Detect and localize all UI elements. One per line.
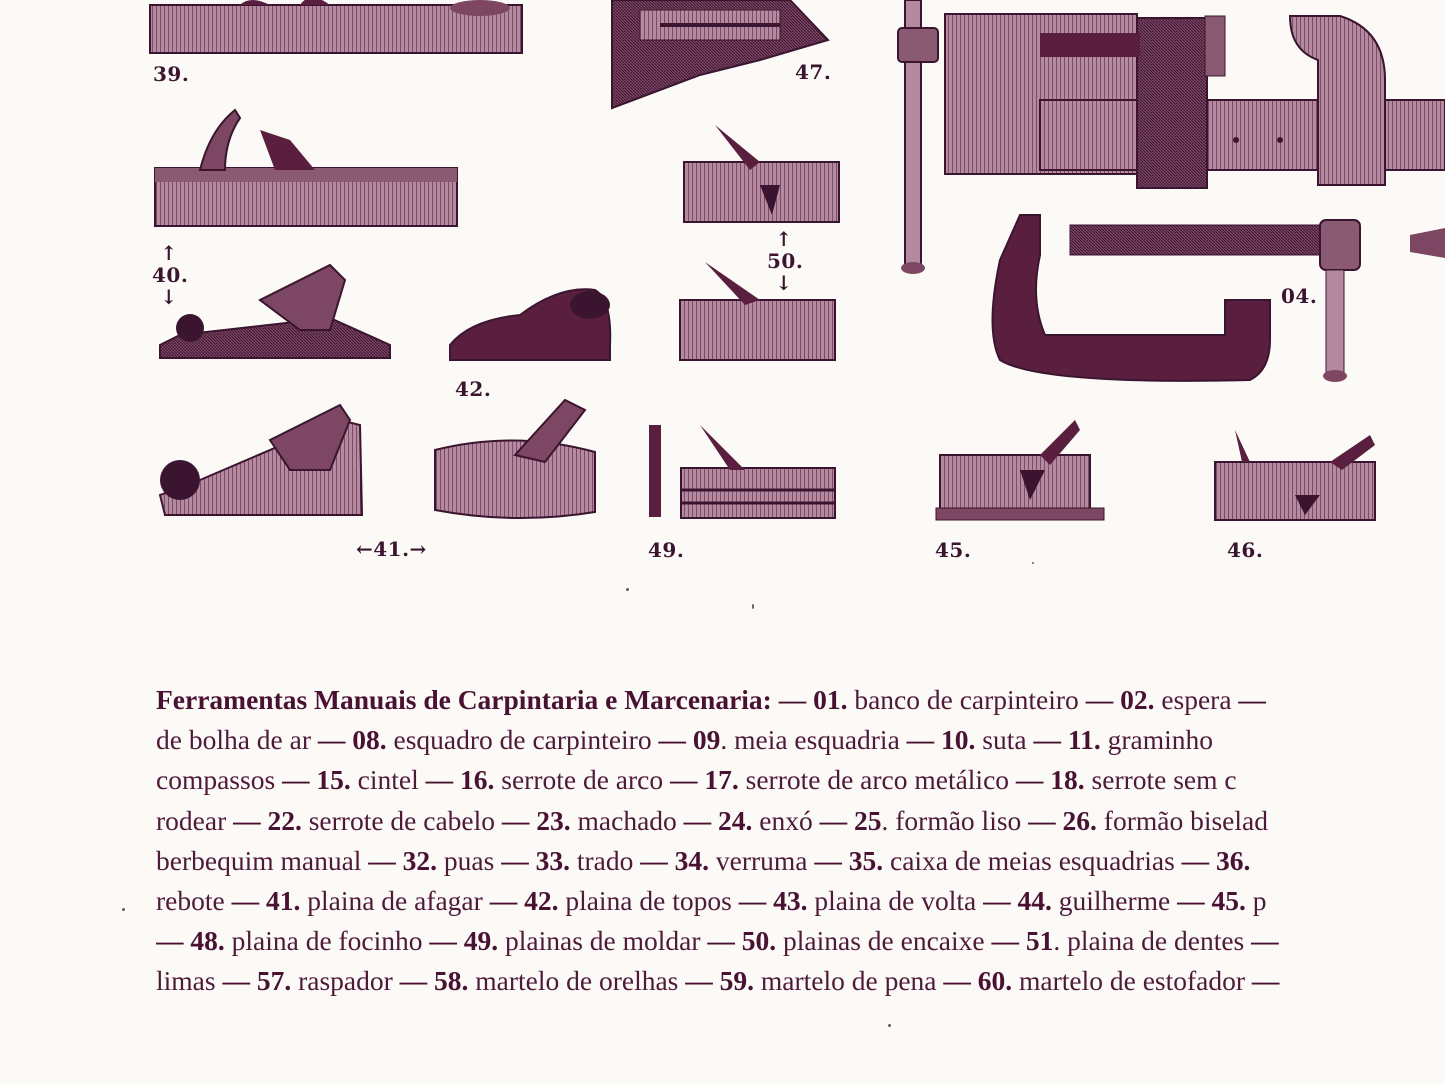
figure-label-39: 39. bbox=[153, 62, 190, 86]
caption-item-text: suta bbox=[975, 724, 1034, 756]
caption-item-text: plaina de afagar bbox=[300, 885, 490, 917]
paper-speck bbox=[888, 1024, 891, 1027]
caption-item-text: verruma bbox=[708, 844, 815, 876]
caption-item-text: limas bbox=[156, 965, 223, 997]
paper-speck bbox=[752, 604, 754, 609]
caption-item-text: trado bbox=[569, 844, 641, 876]
caption-line bbox=[156, 680, 1445, 720]
caption-item-text: compassos bbox=[156, 764, 283, 796]
figure-label-45: 45. bbox=[935, 538, 972, 562]
caption-item-number: — 45. bbox=[1177, 885, 1246, 917]
caption-item-text: . meia esquadria bbox=[720, 724, 907, 756]
plane-42-illustration bbox=[450, 289, 610, 360]
caption-item-number: — 44. bbox=[983, 885, 1052, 917]
caption-item-number: — 23. bbox=[501, 804, 571, 836]
caption-item-number: — 50. bbox=[707, 925, 777, 957]
caption-item-text: espera bbox=[1154, 684, 1239, 715]
vise-47-illustration bbox=[612, 0, 828, 108]
caption-item-text: esquadro de carpinteiro bbox=[386, 724, 659, 756]
caption-item-number: — 49. bbox=[429, 925, 499, 957]
caption-item-number: — 26. bbox=[1028, 804, 1097, 836]
caption-item-text: serrote de cabelo bbox=[301, 804, 502, 836]
caption-item-text: enxó bbox=[752, 804, 820, 836]
plane-50-illustration bbox=[680, 125, 839, 360]
caption-item-text: martelo de pena bbox=[754, 965, 944, 997]
caption-item-text: caixa de meias esquadrias bbox=[883, 844, 1182, 876]
caption-item-text: rebote bbox=[156, 885, 232, 917]
caption-item-number: — 11. bbox=[1033, 724, 1101, 756]
caption-item-number: — 09 bbox=[658, 724, 721, 756]
caption-item-text: plaina de volta bbox=[807, 885, 984, 917]
caption-item-text: serrote sem c bbox=[1084, 764, 1237, 796]
caption-item-text: plaina de focinho bbox=[224, 925, 430, 957]
plane-39-illustration bbox=[150, 0, 522, 53]
plane-43-illustration bbox=[435, 400, 595, 518]
caption-item-text: serrote de arco metálico bbox=[738, 764, 1016, 796]
caption-text-block bbox=[156, 680, 1445, 1010]
caption-item-text: plainas de moldar bbox=[498, 925, 708, 957]
caption-item-text: banco de carpinteiro bbox=[847, 684, 1086, 715]
caption-line bbox=[156, 841, 1445, 881]
caption-item-text: plaina de topos bbox=[558, 885, 739, 917]
figure-label-47: 47. bbox=[795, 60, 832, 84]
caption-item-text: rodear bbox=[156, 804, 234, 836]
caption-line bbox=[156, 881, 1445, 921]
caption-line bbox=[156, 760, 1445, 800]
caption-item-text: martelo de estofador bbox=[1012, 965, 1252, 997]
caption-item-number: — 58. bbox=[399, 965, 469, 997]
plane-45-illustration bbox=[936, 420, 1104, 520]
caption-item-number: — 10. bbox=[906, 724, 976, 756]
figure-label-50: ↑ 50. ↓ bbox=[767, 227, 804, 295]
caption-item-number: — 25 bbox=[819, 804, 882, 836]
caption-item-number: — bbox=[1251, 925, 1279, 957]
figure-label-40: ↑ 40. ↓ bbox=[152, 241, 189, 309]
caption-item-number: — 42. bbox=[489, 885, 559, 917]
caption-item-number: — 59. bbox=[685, 965, 755, 997]
caption-item-number: — 15. bbox=[282, 764, 351, 796]
caption-item-text: p bbox=[1245, 885, 1267, 917]
caption-item-number: — 35. bbox=[814, 844, 884, 876]
caption-item-text: . plaina de dentes bbox=[1053, 925, 1252, 957]
caption-item-number: — 48. bbox=[156, 925, 225, 957]
figure-label-46: 46. bbox=[1227, 538, 1264, 562]
caption-line bbox=[156, 720, 1445, 760]
caption-item-number: — 43. bbox=[738, 885, 808, 917]
figure-label-49: 49. bbox=[648, 538, 685, 562]
caption-item-number: — 08. bbox=[317, 724, 387, 756]
caption-item-number: — 02. bbox=[1085, 684, 1155, 715]
caption-item-text: martelo de orelhas bbox=[468, 965, 686, 997]
plane-40b-illustration bbox=[160, 265, 390, 358]
caption-item-number: — 36. bbox=[1181, 844, 1251, 876]
caption-item-number: — bbox=[1251, 965, 1280, 997]
plane-40-illustration bbox=[155, 110, 457, 226]
paper-speck bbox=[122, 908, 125, 911]
caption-item-number: — 18. bbox=[1015, 764, 1085, 796]
caption-item-text: formão biselad bbox=[1096, 804, 1268, 836]
caption-item-number: — bbox=[1238, 684, 1266, 715]
caption-item-number: — 17. bbox=[670, 764, 739, 796]
plane-41-illustration bbox=[160, 405, 362, 515]
caption-item-text: puas bbox=[437, 844, 502, 876]
caption-line bbox=[156, 921, 1445, 961]
caption-item-text: plainas de encaixe bbox=[776, 925, 992, 957]
caption-item-text: raspador bbox=[291, 965, 400, 997]
caption-item-text: de bolha de ar bbox=[156, 724, 318, 756]
caption-item-number: — 16. bbox=[425, 764, 495, 796]
caption-item-number: Ferramentas Manuais de Carpintaria e Marcenaria: — 01. bbox=[156, 684, 848, 715]
caption-item-number: — 22. bbox=[233, 804, 302, 836]
figure-label-04: 04. bbox=[1281, 284, 1318, 308]
caption-item-text: . formão liso bbox=[881, 804, 1029, 836]
caption-item-text: serrote de arco bbox=[494, 764, 670, 796]
plane-49-illustration bbox=[649, 425, 835, 518]
caption-item-number: — 34. bbox=[640, 844, 709, 876]
caption-item-text: graminho bbox=[1100, 724, 1213, 756]
caption-line bbox=[156, 801, 1445, 841]
plane-46-illustration bbox=[1215, 430, 1375, 520]
caption-item-number: — 60. bbox=[943, 965, 1013, 997]
caption-item-text: guilherme bbox=[1051, 885, 1178, 917]
caption-item-number: — 41. bbox=[231, 885, 301, 917]
caption-item-number: — 33. bbox=[501, 844, 570, 876]
paper-speck bbox=[626, 588, 629, 591]
figure-label-41: ←41.→ bbox=[356, 537, 427, 561]
caption-item-number: — 57. bbox=[222, 965, 292, 997]
caption-item-number: — 51 bbox=[991, 925, 1054, 957]
caption-line bbox=[156, 961, 1445, 1001]
figure-label-42: 42. bbox=[455, 377, 492, 401]
caption-item-text: berbequim manual bbox=[156, 844, 369, 876]
c-clamp-04-illustration bbox=[993, 215, 1445, 382]
caption-item-text: cintel bbox=[350, 764, 426, 796]
caption-item-text: machado bbox=[570, 804, 684, 836]
paper-speck bbox=[1032, 562, 1034, 564]
caption-item-number: — 32. bbox=[368, 844, 438, 876]
caption-item-number: — 24. bbox=[683, 804, 753, 836]
